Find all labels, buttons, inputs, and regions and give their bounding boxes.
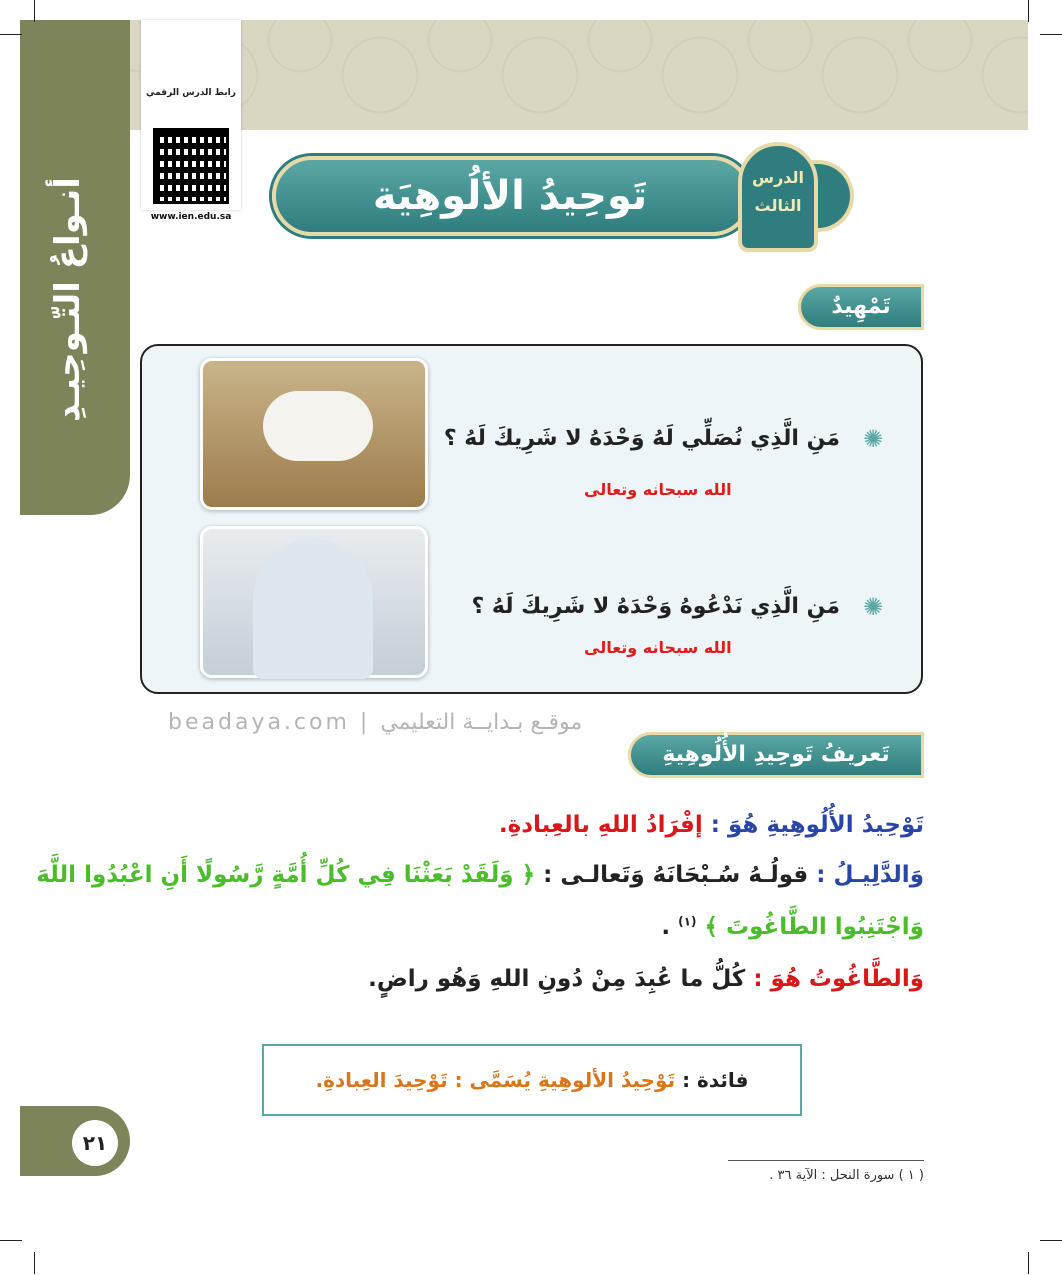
crop-mark: [1028, 0, 1029, 22]
crop-mark: [0, 1240, 22, 1241]
page-number: ٢١: [72, 1120, 118, 1166]
tip-text: [262, 1044, 802, 1116]
quran-verse-end: وَاجْتَنِبُوا الطَّاغُوتَ ﴾: [704, 914, 924, 940]
crop-mark: [34, 0, 35, 22]
crop-mark: [1040, 1240, 1062, 1241]
lesson-badge-line2: الثالث: [754, 196, 802, 215]
supplication-figure: [253, 539, 373, 679]
term: وَالدَّلِيـلُ :: [816, 862, 924, 888]
definition-tab: تَعريفُ تَوحِيدِ الأُلُوهِيةِ: [628, 732, 924, 778]
supplication-photo: [200, 526, 428, 678]
intro-text: قولُـهُ سُـبْحَانَهُ وَتَعالـى :: [543, 862, 809, 888]
definition: كُلُّ ما عُبِدَ مِنْ دُونِ اللهِ وَهُو راضٍ.: [368, 966, 746, 992]
watermark-text: beadaya.com | موقـع بـدايــة التعليمي: [168, 710, 583, 735]
footnote-divider: [728, 1160, 924, 1161]
definition-line-4: [368, 966, 924, 992]
prayer-photo: [200, 358, 428, 510]
crop-mark: [34, 1252, 35, 1274]
flower-icon: ✺: [862, 593, 884, 621]
lesson-badge: [738, 142, 818, 252]
intro-question-1: مَنِ الَّذِي نُصَلِّي لَهُ وَحْدَهُ لا شَرِيكَ لَهُ ؟: [443, 426, 840, 451]
intro-answer-2: الله سبحانه وتعالى: [584, 638, 732, 657]
definition-line-2: [36, 862, 924, 888]
qr-url[interactable]: www.ien.edu.sa: [150, 212, 232, 222]
definition-line-1: [499, 812, 924, 838]
lesson-title: تَوحِيدُ الألُوهِيَة: [372, 173, 648, 219]
crop-mark: [0, 34, 22, 35]
qr-label: رابط الدرس الرقمي: [146, 88, 236, 98]
definition: إفْرَادُ اللهِ بالعِبادةِ.: [498, 812, 703, 838]
intro-tab: تَمْهِيدٌ: [798, 284, 924, 330]
chapter-title: أنـواعُ التّـوحِيـدِ: [48, 177, 88, 423]
term: تَوْحِيدُ الأُلُوهِيةِ هُوَ :: [710, 812, 924, 838]
intro-question-2: مَنِ الَّذِي نَدْعُوهُ وَحْدَهُ لا شَرِيكَ لَهُ ؟: [471, 594, 840, 619]
quran-verse: ﴿ وَلَقَدْ بَعَثْنَا فِي كُلِّ أُمَّةٍ رَّسُولًا أَنِ اعْبُدُوا اللَّهَ: [36, 862, 536, 888]
footnote-ref[interactable]: (١): [678, 914, 697, 929]
intro-answer-1: الله سبحانه وتعالى: [584, 480, 732, 499]
tip-content: تَوْحِيدُ الألوهِيةِ يُسَمَّى : تَوْحِيدَ العِبادةِ.: [315, 1068, 676, 1092]
footnote: ( ١ ) سورة النحل : الآية ٣٦ .: [769, 1168, 924, 1183]
punctuation: .: [661, 914, 671, 940]
crop-mark: [1028, 1252, 1029, 1274]
term: وَالطَّاغُوتُ هُوَ :: [753, 966, 924, 992]
lesson-badge-line1: الدرس: [751, 168, 805, 187]
flower-icon: ✺: [862, 425, 884, 453]
prayer-figure: [263, 391, 373, 461]
definition-line-3: [661, 914, 924, 940]
tip-label: فائدة :: [682, 1068, 749, 1092]
qr-code-icon[interactable]: [153, 128, 229, 204]
crop-mark: [1040, 34, 1062, 35]
qr-card[interactable]: [141, 20, 241, 222]
